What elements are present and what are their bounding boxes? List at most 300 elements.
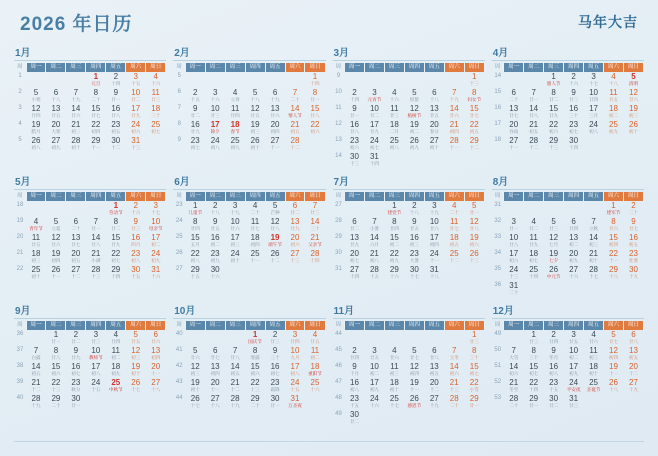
day-cell[interactable] — [504, 281, 524, 297]
day-cell[interactable] — [623, 104, 643, 120]
day-cell[interactable] — [245, 201, 265, 217]
day-cell[interactable] — [225, 362, 245, 378]
day-cell[interactable] — [584, 249, 604, 265]
day-cell[interactable] — [126, 104, 146, 120]
day-cell[interactable] — [544, 394, 564, 410]
day-cell[interactable] — [185, 378, 205, 394]
day-cell[interactable] — [106, 136, 126, 152]
day-cell[interactable] — [504, 104, 524, 120]
day-cell[interactable] — [345, 249, 365, 265]
day-cell[interactable] — [404, 136, 424, 152]
day-cell[interactable] — [66, 120, 86, 136]
day-cell[interactable] — [424, 217, 444, 233]
day-cell[interactable] — [126, 330, 146, 346]
day-cell[interactable] — [205, 120, 225, 136]
day-cell[interactable] — [106, 249, 126, 265]
day-cell[interactable] — [46, 88, 66, 104]
day-cell[interactable] — [604, 201, 624, 217]
day-cell[interactable] — [66, 217, 86, 233]
day-cell[interactable] — [66, 362, 86, 378]
day-cell[interactable] — [205, 265, 225, 281]
day-cell[interactable] — [444, 88, 464, 104]
day-cell[interactable] — [126, 378, 146, 394]
day-cell[interactable] — [345, 152, 365, 168]
day-cell[interactable] — [364, 362, 384, 378]
day-cell[interactable] — [404, 201, 424, 217]
day-cell[interactable] — [384, 136, 404, 152]
day-cell[interactable] — [126, 72, 146, 88]
day-cell[interactable] — [524, 120, 544, 136]
day-cell[interactable] — [384, 88, 404, 104]
day-cell[interactable] — [404, 265, 424, 281]
day-cell[interactable] — [424, 265, 444, 281]
day-cell[interactable] — [46, 120, 66, 136]
day-cell[interactable] — [584, 88, 604, 104]
day-cell[interactable] — [544, 88, 564, 104]
day-cell[interactable] — [424, 233, 444, 249]
day-cell[interactable] — [604, 330, 624, 346]
day-cell[interactable] — [66, 330, 86, 346]
day-cell[interactable] — [265, 88, 285, 104]
day-cell[interactable] — [584, 265, 604, 281]
day-cell[interactable] — [623, 378, 643, 394]
day-cell[interactable] — [345, 233, 365, 249]
day-cell[interactable] — [185, 104, 205, 120]
day-cell[interactable] — [146, 233, 166, 249]
day-cell[interactable] — [604, 378, 624, 394]
day-cell[interactable] — [364, 233, 384, 249]
day-cell[interactable] — [86, 346, 106, 362]
day-cell[interactable] — [305, 72, 325, 88]
day-cell[interactable] — [305, 346, 325, 362]
day-cell[interactable] — [86, 217, 106, 233]
day-cell[interactable] — [285, 362, 305, 378]
day-cell[interactable] — [185, 201, 205, 217]
day-cell[interactable] — [623, 72, 643, 88]
day-cell[interactable] — [245, 233, 265, 249]
day-cell[interactable] — [524, 217, 544, 233]
day-cell[interactable] — [106, 201, 126, 217]
day-cell[interactable] — [285, 136, 305, 152]
day-cell[interactable] — [464, 233, 484, 249]
day-cell[interactable] — [126, 265, 146, 281]
day-cell[interactable] — [86, 330, 106, 346]
day-cell[interactable] — [623, 233, 643, 249]
day-cell[interactable] — [106, 88, 126, 104]
day-cell[interactable] — [205, 88, 225, 104]
day-cell[interactable] — [126, 249, 146, 265]
day-cell[interactable] — [345, 346, 365, 362]
day-cell[interactable] — [285, 346, 305, 362]
day-cell[interactable] — [384, 249, 404, 265]
day-cell[interactable] — [205, 201, 225, 217]
day-cell[interactable] — [146, 265, 166, 281]
day-cell[interactable] — [464, 378, 484, 394]
day-cell[interactable] — [146, 330, 166, 346]
day-cell[interactable] — [245, 88, 265, 104]
day-cell[interactable] — [245, 104, 265, 120]
day-cell[interactable] — [564, 394, 584, 410]
day-cell[interactable] — [86, 120, 106, 136]
day-cell[interactable] — [564, 136, 584, 152]
day-cell[interactable] — [205, 378, 225, 394]
day-cell[interactable] — [464, 104, 484, 120]
day-cell[interactable] — [564, 330, 584, 346]
day-cell[interactable] — [564, 346, 584, 362]
day-cell[interactable] — [424, 378, 444, 394]
day-cell[interactable] — [524, 88, 544, 104]
day-cell[interactable] — [524, 265, 544, 281]
day-cell[interactable] — [345, 362, 365, 378]
day-cell[interactable] — [404, 346, 424, 362]
day-cell[interactable] — [205, 362, 225, 378]
day-cell[interactable] — [345, 410, 365, 426]
day-cell[interactable] — [106, 120, 126, 136]
day-cell[interactable] — [564, 217, 584, 233]
day-cell[interactable] — [66, 378, 86, 394]
day-cell[interactable] — [66, 88, 86, 104]
day-cell[interactable] — [364, 346, 384, 362]
day-cell[interactable] — [46, 233, 66, 249]
day-cell[interactable] — [106, 362, 126, 378]
day-cell[interactable] — [265, 346, 285, 362]
day-cell[interactable] — [86, 249, 106, 265]
day-cell[interactable] — [46, 249, 66, 265]
day-cell[interactable] — [444, 104, 464, 120]
day-cell[interactable] — [544, 233, 564, 249]
day-cell[interactable] — [265, 120, 285, 136]
day-cell[interactable] — [185, 362, 205, 378]
day-cell[interactable] — [424, 88, 444, 104]
day-cell[interactable] — [424, 136, 444, 152]
day-cell[interactable] — [464, 330, 484, 346]
day-cell[interactable] — [86, 362, 106, 378]
day-cell[interactable] — [26, 120, 46, 136]
day-cell[interactable] — [46, 136, 66, 152]
day-cell[interactable] — [285, 217, 305, 233]
day-cell[interactable] — [86, 378, 106, 394]
day-cell[interactable] — [564, 104, 584, 120]
day-cell[interactable] — [623, 88, 643, 104]
day-cell[interactable] — [345, 378, 365, 394]
day-cell[interactable] — [504, 136, 524, 152]
day-cell[interactable] — [464, 394, 484, 410]
day-cell[interactable] — [146, 88, 166, 104]
day-cell[interactable] — [424, 104, 444, 120]
day-cell[interactable] — [444, 362, 464, 378]
day-cell[interactable] — [464, 88, 484, 104]
day-cell[interactable] — [66, 104, 86, 120]
day-cell[interactable] — [623, 346, 643, 362]
day-cell[interactable] — [404, 104, 424, 120]
day-cell[interactable] — [364, 378, 384, 394]
day-cell[interactable] — [364, 136, 384, 152]
day-cell[interactable] — [305, 217, 325, 233]
day-cell[interactable] — [384, 217, 404, 233]
day-cell[interactable] — [146, 120, 166, 136]
day-cell[interactable] — [225, 120, 245, 136]
day-cell[interactable] — [205, 249, 225, 265]
day-cell[interactable] — [384, 394, 404, 410]
day-cell[interactable] — [305, 378, 325, 394]
day-cell[interactable] — [504, 362, 524, 378]
day-cell[interactable] — [544, 217, 564, 233]
day-cell[interactable] — [564, 249, 584, 265]
day-cell[interactable] — [604, 362, 624, 378]
day-cell[interactable] — [185, 346, 205, 362]
day-cell[interactable] — [285, 201, 305, 217]
day-cell[interactable] — [26, 104, 46, 120]
day-cell[interactable] — [564, 362, 584, 378]
day-cell[interactable] — [106, 378, 126, 394]
day-cell[interactable] — [504, 265, 524, 281]
day-cell[interactable] — [384, 362, 404, 378]
day-cell[interactable] — [564, 120, 584, 136]
day-cell[interactable] — [66, 233, 86, 249]
day-cell[interactable] — [26, 265, 46, 281]
day-cell[interactable] — [146, 346, 166, 362]
day-cell[interactable] — [66, 249, 86, 265]
day-cell[interactable] — [544, 378, 564, 394]
day-cell[interactable] — [504, 346, 524, 362]
day-cell[interactable] — [225, 88, 245, 104]
day-cell[interactable] — [285, 394, 305, 410]
day-cell[interactable] — [524, 330, 544, 346]
day-cell[interactable] — [86, 233, 106, 249]
day-cell[interactable] — [146, 72, 166, 88]
day-cell[interactable] — [225, 104, 245, 120]
day-cell[interactable] — [265, 136, 285, 152]
day-cell[interactable] — [584, 330, 604, 346]
day-cell[interactable] — [106, 233, 126, 249]
day-cell[interactable] — [404, 362, 424, 378]
day-cell[interactable] — [404, 217, 424, 233]
day-cell[interactable] — [225, 201, 245, 217]
day-cell[interactable] — [126, 233, 146, 249]
day-cell[interactable] — [584, 346, 604, 362]
day-cell[interactable] — [106, 265, 126, 281]
day-cell[interactable] — [225, 217, 245, 233]
day-cell[interactable] — [404, 249, 424, 265]
day-cell[interactable] — [205, 233, 225, 249]
day-cell[interactable] — [464, 217, 484, 233]
day-cell[interactable] — [584, 378, 604, 394]
day-cell[interactable] — [245, 330, 265, 346]
day-cell[interactable] — [623, 265, 643, 281]
day-cell[interactable] — [524, 233, 544, 249]
day-cell[interactable] — [26, 217, 46, 233]
day-cell[interactable] — [285, 120, 305, 136]
day-cell[interactable] — [245, 217, 265, 233]
day-cell[interactable] — [126, 362, 146, 378]
day-cell[interactable] — [26, 394, 46, 410]
day-cell[interactable] — [564, 265, 584, 281]
day-cell[interactable] — [604, 104, 624, 120]
day-cell[interactable] — [46, 104, 66, 120]
day-cell[interactable] — [26, 88, 46, 104]
day-cell[interactable] — [404, 394, 424, 410]
day-cell[interactable] — [285, 88, 305, 104]
day-cell[interactable] — [623, 201, 643, 217]
day-cell[interactable] — [86, 104, 106, 120]
day-cell[interactable] — [464, 249, 484, 265]
day-cell[interactable] — [604, 88, 624, 104]
day-cell[interactable] — [185, 88, 205, 104]
day-cell[interactable] — [384, 201, 404, 217]
day-cell[interactable] — [384, 265, 404, 281]
day-cell[interactable] — [364, 120, 384, 136]
day-cell[interactable] — [245, 378, 265, 394]
day-cell[interactable] — [66, 346, 86, 362]
day-cell[interactable] — [444, 346, 464, 362]
day-cell[interactable] — [185, 120, 205, 136]
day-cell[interactable] — [245, 346, 265, 362]
day-cell[interactable] — [245, 136, 265, 152]
day-cell[interactable] — [464, 201, 484, 217]
day-cell[interactable] — [623, 120, 643, 136]
day-cell[interactable] — [544, 72, 564, 88]
day-cell[interactable] — [225, 346, 245, 362]
day-cell[interactable] — [444, 378, 464, 394]
day-cell[interactable] — [424, 120, 444, 136]
day-cell[interactable] — [524, 362, 544, 378]
day-cell[interactable] — [26, 233, 46, 249]
day-cell[interactable] — [524, 249, 544, 265]
day-cell[interactable] — [345, 120, 365, 136]
day-cell[interactable] — [146, 362, 166, 378]
day-cell[interactable] — [185, 136, 205, 152]
day-cell[interactable] — [305, 233, 325, 249]
day-cell[interactable] — [265, 217, 285, 233]
day-cell[interactable] — [504, 378, 524, 394]
day-cell[interactable] — [305, 104, 325, 120]
day-cell[interactable] — [205, 136, 225, 152]
day-cell[interactable] — [185, 233, 205, 249]
day-cell[interactable] — [126, 201, 146, 217]
day-cell[interactable] — [285, 378, 305, 394]
day-cell[interactable] — [623, 249, 643, 265]
day-cell[interactable] — [86, 265, 106, 281]
day-cell[interactable] — [544, 136, 564, 152]
day-cell[interactable] — [305, 330, 325, 346]
day-cell[interactable] — [604, 233, 624, 249]
day-cell[interactable] — [245, 249, 265, 265]
day-cell[interactable] — [364, 249, 384, 265]
day-cell[interactable] — [66, 136, 86, 152]
day-cell[interactable] — [185, 217, 205, 233]
day-cell[interactable] — [205, 346, 225, 362]
day-cell[interactable] — [265, 233, 285, 249]
day-cell[interactable] — [504, 217, 524, 233]
day-cell[interactable] — [146, 201, 166, 217]
day-cell[interactable] — [364, 265, 384, 281]
day-cell[interactable] — [106, 104, 126, 120]
day-cell[interactable] — [305, 88, 325, 104]
day-cell[interactable] — [86, 72, 106, 88]
day-cell[interactable] — [584, 217, 604, 233]
day-cell[interactable] — [584, 362, 604, 378]
day-cell[interactable] — [524, 346, 544, 362]
day-cell[interactable] — [364, 394, 384, 410]
day-cell[interactable] — [584, 233, 604, 249]
day-cell[interactable] — [106, 72, 126, 88]
day-cell[interactable] — [305, 362, 325, 378]
day-cell[interactable] — [225, 394, 245, 410]
day-cell[interactable] — [544, 330, 564, 346]
day-cell[interactable] — [464, 136, 484, 152]
day-cell[interactable] — [524, 394, 544, 410]
day-cell[interactable] — [86, 136, 106, 152]
day-cell[interactable] — [106, 330, 126, 346]
day-cell[interactable] — [444, 120, 464, 136]
day-cell[interactable] — [444, 394, 464, 410]
day-cell[interactable] — [345, 217, 365, 233]
day-cell[interactable] — [444, 201, 464, 217]
day-cell[interactable] — [46, 378, 66, 394]
day-cell[interactable] — [345, 88, 365, 104]
day-cell[interactable] — [384, 120, 404, 136]
day-cell[interactable] — [504, 88, 524, 104]
day-cell[interactable] — [604, 265, 624, 281]
day-cell[interactable] — [285, 330, 305, 346]
day-cell[interactable] — [604, 120, 624, 136]
day-cell[interactable] — [623, 217, 643, 233]
day-cell[interactable] — [404, 120, 424, 136]
day-cell[interactable] — [305, 201, 325, 217]
day-cell[interactable] — [26, 378, 46, 394]
day-cell[interactable] — [126, 88, 146, 104]
day-cell[interactable] — [404, 233, 424, 249]
day-cell[interactable] — [424, 346, 444, 362]
day-cell[interactable] — [46, 362, 66, 378]
day-cell[interactable] — [424, 201, 444, 217]
day-cell[interactable] — [345, 394, 365, 410]
day-cell[interactable] — [504, 233, 524, 249]
day-cell[interactable] — [146, 378, 166, 394]
day-cell[interactable] — [564, 88, 584, 104]
day-cell[interactable] — [305, 249, 325, 265]
day-cell[interactable] — [265, 249, 285, 265]
day-cell[interactable] — [404, 378, 424, 394]
day-cell[interactable] — [126, 136, 146, 152]
day-cell[interactable] — [106, 217, 126, 233]
day-cell[interactable] — [265, 330, 285, 346]
day-cell[interactable] — [205, 394, 225, 410]
day-cell[interactable] — [384, 346, 404, 362]
day-cell[interactable] — [46, 265, 66, 281]
day-cell[interactable] — [604, 249, 624, 265]
day-cell[interactable] — [126, 346, 146, 362]
day-cell[interactable] — [544, 346, 564, 362]
day-cell[interactable] — [225, 233, 245, 249]
day-cell[interactable] — [245, 362, 265, 378]
day-cell[interactable] — [265, 394, 285, 410]
day-cell[interactable] — [444, 233, 464, 249]
day-cell[interactable] — [364, 217, 384, 233]
day-cell[interactable] — [285, 249, 305, 265]
day-cell[interactable] — [504, 249, 524, 265]
day-cell[interactable] — [544, 362, 564, 378]
day-cell[interactable] — [544, 249, 564, 265]
day-cell[interactable] — [185, 394, 205, 410]
day-cell[interactable] — [46, 346, 66, 362]
day-cell[interactable] — [225, 249, 245, 265]
day-cell[interactable] — [623, 330, 643, 346]
day-cell[interactable] — [26, 249, 46, 265]
day-cell[interactable] — [464, 346, 484, 362]
day-cell[interactable] — [564, 72, 584, 88]
day-cell[interactable] — [126, 217, 146, 233]
